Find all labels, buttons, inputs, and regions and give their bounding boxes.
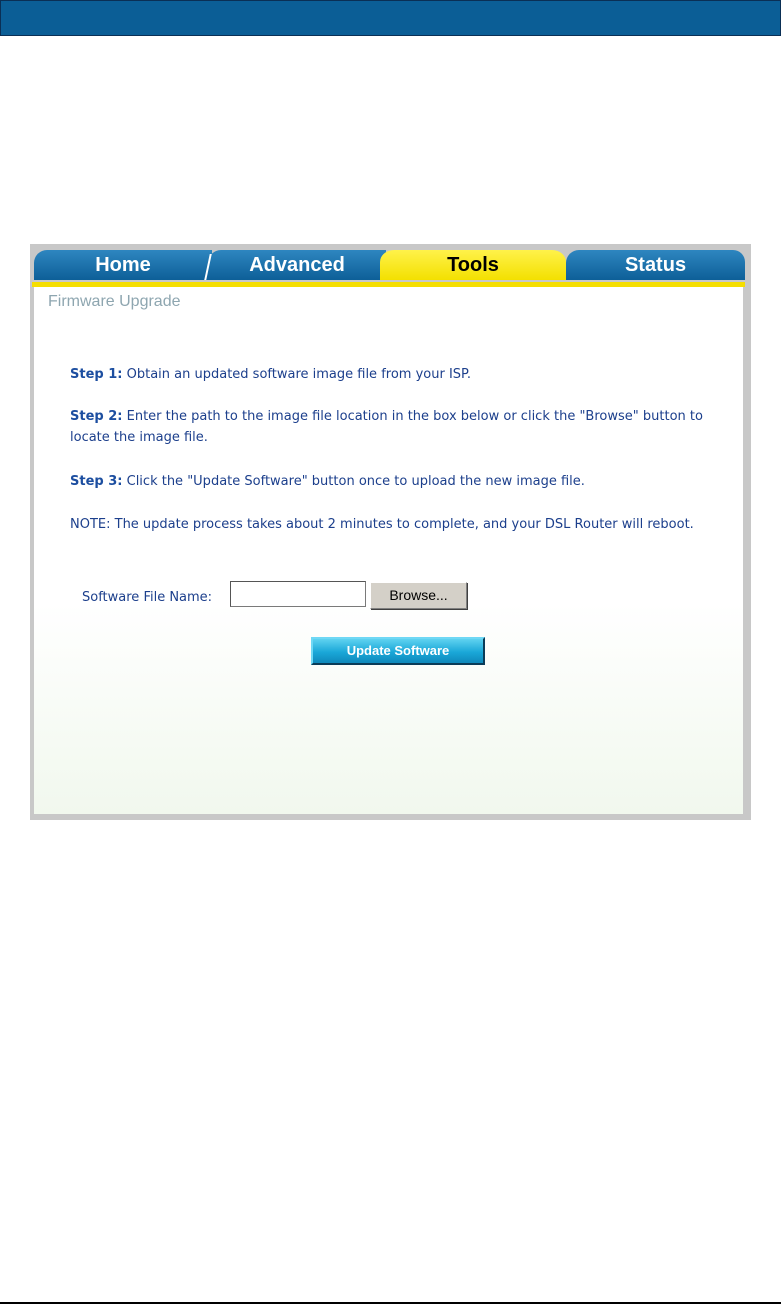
step-2-label: Step 2: [70,409,123,424]
step-3-label: Step 3: [70,474,123,489]
step-2 [70,406,720,448]
step-3-text: Click the "Update Software" button once to upload the new image file. [122,474,585,489]
tab-home[interactable]: Home [34,250,212,280]
browse-button[interactable]: Browse... [370,582,467,609]
file-name-label: Software File Name: [82,590,213,605]
update-software-button[interactable]: Update Software [311,637,485,665]
tab-advanced[interactable]: Advanced [208,250,386,280]
step-1-text: Obtain an updated software image file from your ISP. [122,367,471,382]
page-title: Firmware Upgrade [48,293,181,310]
update-note: NOTE: The update process takes about 2 minutes to complete, and your DSL Router will reboot. [70,517,694,532]
file-name-input[interactable] [230,581,366,607]
firmware-upgrade-panel [34,287,743,814]
step-3 [70,471,720,492]
nav-tabs [32,246,745,280]
document-header-bar [0,0,781,36]
router-ui-frame [30,244,751,820]
step-1 [70,364,720,385]
step-1-label: Step 1: [70,367,123,382]
tab-tools[interactable]: Tools [380,250,566,280]
step-2-text: Enter the path to the image file location in the box below or click the "Browse" button to locate the image file. [70,409,703,445]
tab-status[interactable]: Status [566,250,745,280]
footer-rule [0,1302,781,1304]
